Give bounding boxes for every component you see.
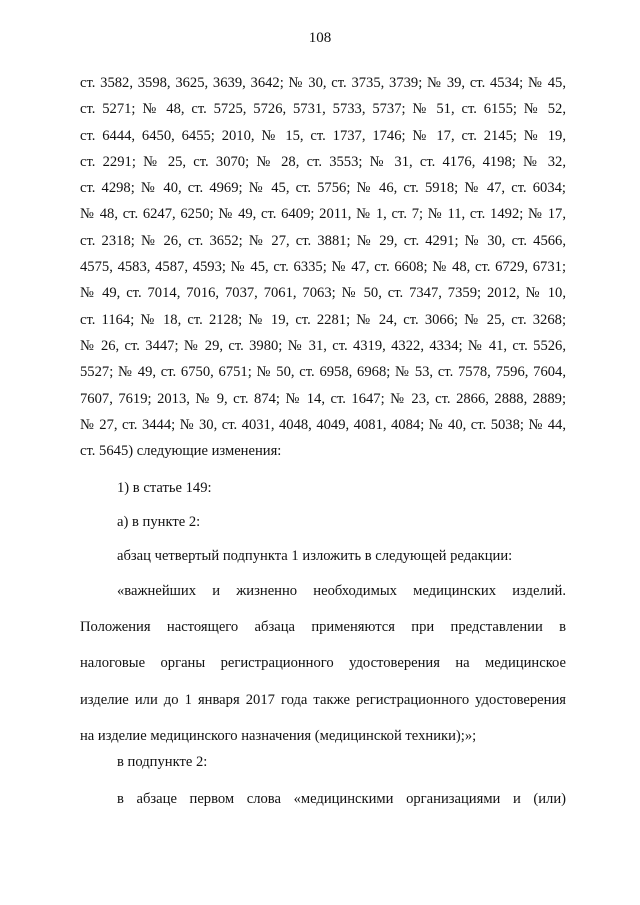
quote-line: налоговые органы регистрационного удостоверения на медицинское — [80, 655, 566, 672]
quoted-text-block — [80, 573, 566, 754]
reference-line: ст. 2318; № 26, ст. 3652; № 27, ст. 3881; № 29, ст. 4291; № 30, ст. 4566, — [80, 232, 566, 249]
instruction-paragraph: абзац четвертый подпункта 1 изложить в следующей редакции: — [117, 548, 513, 564]
reference-line: № 27, ст. 3444; № 30, ст. 4031, 4048, 4049, 4081, 4084; № 40, ст. 5038; № 44, — [80, 416, 566, 433]
reference-line: № 48, ст. 6247, 6250; № 49, ст. 6409; 2011, № 1, ст. 7; № 11, ст. 1492; № 17, — [80, 206, 566, 223]
final-paragraph — [80, 781, 566, 817]
quote-line: «важнейших и жизненно необходимых медицинских изделий. — [117, 583, 566, 599]
item-a: а) в пункте 2: — [117, 514, 201, 530]
subitem-2: в подпункте 2: — [117, 754, 208, 770]
page-number: 108 — [308, 30, 332, 46]
quote-line: Положения настоящего абзаца применяются при представлении в — [80, 619, 566, 636]
reference-line: 4575, 4583, 4587, 4593; № 45, ст. 6335; № 47, ст. 6608; № 48, ст. 6729, 6731; — [80, 259, 566, 276]
reference-line: ст. 3582, 3598, 3625, 3639, 3642; № 30, ст. 3735, 3739; № 39, ст. 4534; № 45, — [80, 75, 566, 91]
reference-line: ст. 6444, 6450, 6455; 2010, № 15, ст. 1737, 1746; № 17, ст. 2145; № 19, — [80, 127, 566, 144]
reference-line: № 26, ст. 3447; № 29, ст. 3980; № 31, ст. 4319, 4322, 4334; № 41, ст. 5526, — [80, 337, 566, 354]
reference-line: 5527; № 49, ст. 6750, 6751; № 50, ст. 6958, 6968; № 53, ст. 7578, 7596, 7604, — [80, 364, 566, 381]
reference-line: ст. 1164; № 18, ст. 2128; № 19, ст. 2281; № 24, ст. 3066; № 25, ст. 3268; — [80, 311, 566, 328]
item-1: 1) в статье 149: — [117, 480, 212, 496]
reference-line: ст. 4298; № 40, ст. 4969; № 45, ст. 5756; № 46, ст. 5918; № 47, ст. 6034; — [80, 180, 566, 197]
reference-line: ст. 5271; № 48, ст. 5725, 5726, 5731, 5733, 5737; № 51, ст. 6155; № 52, — [80, 101, 566, 118]
reference-line: № 49, ст. 7014, 7016, 7037, 7061, 7063; № 50, ст. 7347, 7359; 2012, № 10, — [80, 285, 566, 302]
legislation-references — [80, 70, 566, 464]
quote-line: на изделие медицинского назначения (медицинской техники);»; — [80, 727, 477, 744]
reference-line: ст. 5645) следующие изменения: — [80, 443, 282, 460]
quote-line: изделие или до 1 января 2017 года также регистрационного удостоверения — [80, 691, 566, 708]
final-line: в абзаце первом слова «медицинскими организациями и (или) — [117, 791, 566, 807]
reference-line: 7607, 7619; 2013, № 9, ст. 874; № 14, ст. 1647; № 23, ст. 2866, 2888, 2889; — [80, 390, 566, 407]
reference-line: ст. 2291; № 25, ст. 3070; № 28, ст. 3553; № 31, ст. 4176, 4198; № 32, — [80, 153, 566, 170]
